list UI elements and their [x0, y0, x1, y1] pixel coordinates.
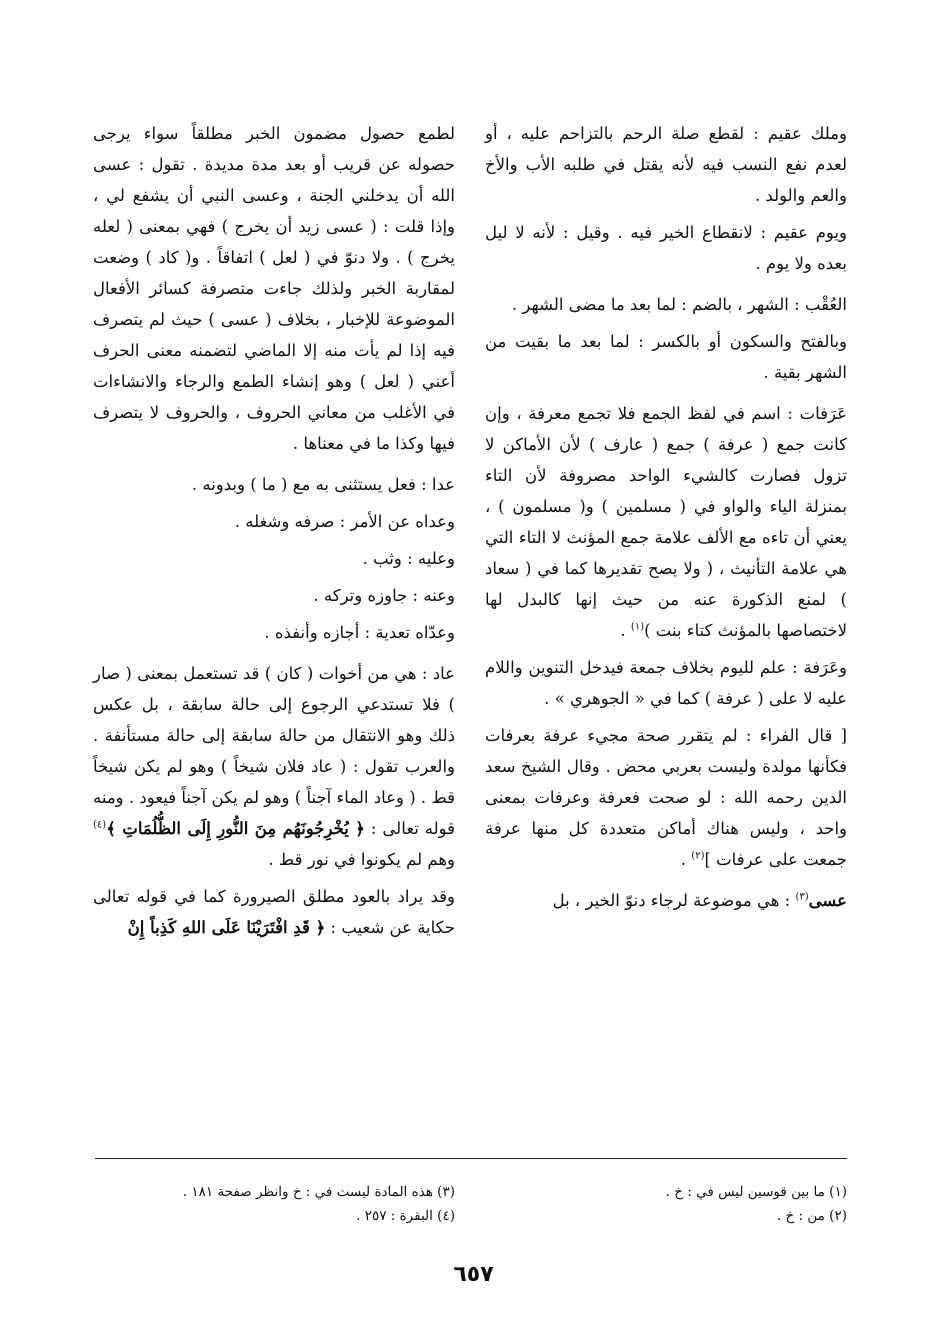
paragraph-sayroora-text: وقد يراد بالعود مطلق الصيرورة كما في قوله تعالى حكاية عن شعيب : [93, 887, 455, 937]
left-column [93, 118, 455, 949]
paragraph-arafat-text: عَرَفات : اسم في لفظ الجمع فلا تجمع معرفة ، وإن كانت جمع ( عرفة ) جمع ( عارف ) لأن الأماكن لا تزول فصارت كالشيء الواحد مصروفة لأن التاء بمنزلة الياء والواو في ( مسلمين ) و( مسلمون ) ، يعني أن تاءه مع الألف علامة جمع المؤنث لا التاء التي هي علامة التأنيث ، ( ولا يصح تقديرها كما في ( سعاد ) لمنع الذكورة عنه من حيث إنها كالبدل لها لاختصاصها بالمؤنث كتاء بنت ) [485, 404, 847, 640]
footnote-ref-1: (١) [630, 621, 645, 633]
paragraph-asa [485, 885, 847, 916]
footnote-separator [95, 1158, 847, 1159]
paragraph-ada: عدا : فعل يستثنى به مع ( ما ) وبدونه . [191, 475, 455, 494]
footnote-ref-3: (٣) [795, 891, 809, 903]
paragraph-al-uqb-fath: وبالفتح والسكون أو بالكسر : لما بعد ما بقيت من الشهر بقية . [485, 332, 847, 382]
quran-verse-baqara: ﴿ يُخْرِجُونَهُم مِنَ النُّورِ إِلَى الظُّلُمَاتِ ﴾ [106, 819, 365, 838]
right-column [485, 118, 847, 922]
footnotes-right [487, 1180, 847, 1228]
footnote-ref-2: (٢) [691, 850, 705, 862]
paragraph-anhu: وعنه : جاوزه وتركه . [313, 586, 455, 605]
paragraph-aad-end: وهم لم يكونوا في نور قط . [268, 850, 455, 869]
paragraph-arafa: وعَرَفة : علم لليوم بخلاف جمعة فيدخل التنوين واللام عليه لا على ( عرفة ) كما في « الجوهري » . [485, 658, 847, 708]
footnote-4: (٤) البقرة : ٢٥٧ . [356, 1208, 455, 1224]
footnote-3: (٣) هذه المادة ليست في : خ وانظر صفحة ١٨١ . [182, 1184, 455, 1200]
quran-verse-shuayb: ﴿ قَدِ افْتَرَيْنَا عَلَى اللهِ كَذِباً إِنْ [127, 918, 326, 937]
paragraph-asa-text: : هي موضوعة لرجاء دنوّ الخير ، بل [552, 891, 791, 910]
paragraph-aad-text: عاد : هي من أخوات ( كان ) قد تستعمل بمعنى ( صار ) فلا تستدعي الرجوع إلى حالة سابقة ، بل عكس ذلك وهو الانتقال من حالة سابقة إلى حالة مستأنفة . والعرب تقول : ( عاد فلان شيخاً ) وهو لم يكن شيخاً قط . ( وعاد الماء آجناً ) وهو لم يكن آجناً فيعود . ومنه قوله تعالى : [93, 664, 456, 838]
footnote-2: (٢) من : خ . [776, 1208, 847, 1224]
paragraph-arafat: عَرَفات : اسم في لفظ الجمع فلا تجمع معرفة ، وإن كانت جمع ( عرفة ) جمع ( عارف ) لأن الأماكن لا تزول فصارت كالشيء الواحد مصروفة لأن التاء بمنزلة الياء والواو في ( مسلمين ) و( مسلمون ) ، يعني أن تاءه مع الألف علامة جمع المؤنث لا التاء التي هي علامة التأنيث ، ( ولا يصح تقديرها كما في ( سعاد ) لمنع الذكورة عنه من حيث إنها كالبدل لها لاختصاصها بالمؤنث كتاء بنت )$^{(١)}$ . [485, 404, 847, 640]
paragraph-farra-text: [ قال الفراء : لم يتقرر صحة مجيء عرفة بعرفات فكأنها مولدة وليست بعربي محض . وقال الشيخ سعد الدين رحمه الله : لو صحت فعرفة وعرفات بمعنى واحد ، وليس هناك أماكن متعددة كل منها عرفة جمعت على عرفات ] [485, 726, 847, 869]
paragraph-al-uqb: العُقْب : الشهر ، بالضم : لما بعد ما مضى الشهر . [511, 295, 847, 314]
paragraph-yawm-aqim: ويوم عقيم : لانقطاع الخير فيه . وقيل : لأنه لا ليل بعده ولا يوم . [485, 223, 847, 273]
footnote-ref-4: (٤) [93, 819, 107, 831]
footnote-1: (١) ما بين قوسين ليس في : خ . [665, 1184, 847, 1200]
paragraph-alayhi: وعليه : وثب . [362, 549, 455, 568]
paragraph-farra: [ قال الفراء : لم يتقرر صحة مجيء عرفة بعرفات فكأنها مولدة وليست بعربي محض . وقال الشيخ سعد الدين رحمه الله : لو صحت فعرفة وعرفات بمعنى واحد ، وليس هناك أماكن متعددة كل منها عرفة جمعت على عرفات ]$^{(٢)}$ . [485, 726, 847, 869]
paragraph-malik-aqim: وملك عقيم : لقطع صلة الرحم بالتزاحم عليه ، أو لعدم نفع النسب فيه لأنه يقتل في طلبه الأب والأخ والعم والولد . [485, 124, 847, 205]
paragraph-adahu-an: وعداه عن الأمر : صرفه وشغله . [234, 512, 455, 531]
paragraph-aad [93, 658, 455, 875]
paragraph-sayroora [93, 881, 455, 943]
page-number: ٦٥٧ [453, 1262, 494, 1287]
footnotes-left [95, 1180, 455, 1228]
paragraph-addahu: وعدّاه تعدية : أجازه وأنفذه . [264, 623, 455, 642]
paragraph-asa-continued: لطمع حصول مضمون الخبر مطلقاً سواء يرجى حصوله عن قريب أو بعد مدة مديدة . تقول : عسى الله أن يدخلني الجنة ، وعسى النبي أن يشفع لي ، وإذا قلت : ( عسى زيد أن يخرج ) فهي بمعنى ( لعله يخرج ) . ولا دنوّ في ( لعل ) اتفاقاً . و( كاد ) وضعت لمقاربة الخبر ولذلك جاءت متصرفة كسائر الأفعال الموضوعة للإخبار ، بخلاف ( عسى ) حيث لم يتصرف فيه إذا لم يأت منه إلا الماضي لتضمنه معنى الحرف أعني ( لعل ) وهو إنشاء الطمع والرجاء والانشاءات في الأغلب من معاني الحروف ، والحروف لا يتصرف فيها وكذا ما في معناها . [93, 124, 455, 453]
entry-head-asa: عسى [808, 891, 847, 910]
